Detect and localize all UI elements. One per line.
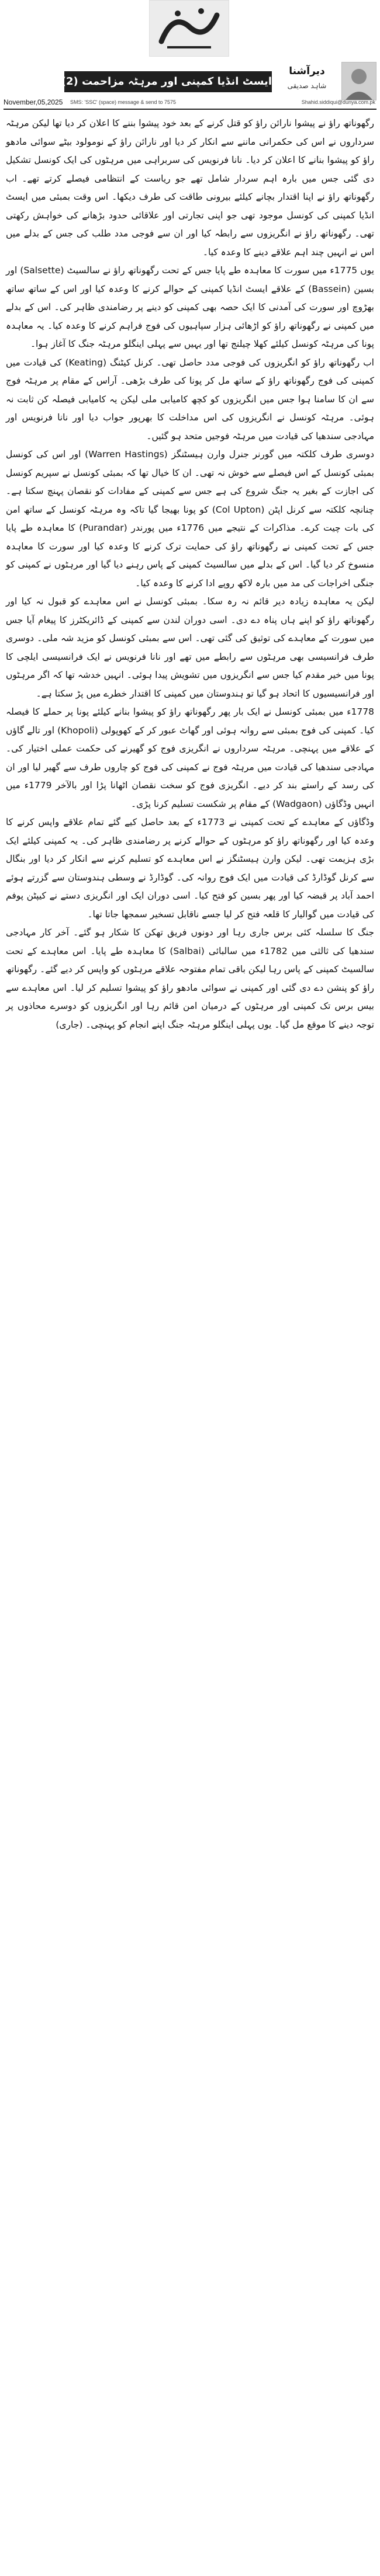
paragraph: وڈگاؤں کے معاہدے کے تحت کمپنی نے 1773ء کے بعد حاصل کیے گئے تمام علاقے واپس کرنے کا وعدہ کیا اور رگھوناتھ راؤ کو مرہٹوں کے حوالے کرنے پر رضامندی ظاہر کی۔ یہ کمپنی کیلئے ایک بڑی ہزیمت تھی۔ لیکن وارن ہیسٹنگز نے اس معاہدے کو تسلیم کرنے سے انکار کر دیا اور بنگال سے کرنل گوڈارڈ کی قیادت میں ایک فوج روانہ کی۔ گوڈارڈ نے وسطی ہندوستان سے گزرتے ہوئے احمد آباد پر قبضہ کیا اور پھر بسین کو فتح کیا۔ اسی دوران ایک اور انگریزی دستے نے کیپٹن پوفم کی قیادت میں گوالیار کا قلعہ فتح کر لیا جسے ناقابل تسخیر سمجھا جاتا تھا۔	[6, 817, 374, 920]
paragraph: رگھوناتھ راؤ نے پیشوا نارائن راؤ کو قتل کرنے کے بعد خود پیشوا بننے کا اعلان کر دیا تھا لیکن مرہٹہ سرداروں نے اس کی حکمرانی ماننے سے انکار کر دیا اور نارائن راؤ کے نومولود بیٹے سوائی مادھو راؤ کو پیشوا بنانے کا اعلان کر دیا۔ نانا فرنویس کی سربراہی میں مرہٹوں کی ایک کونسل تشکیل دی گئی جس میں بارہ اہم سردار شامل تھے جو ریاست کے انتظامی فیصلے کرتے تھے۔ اب رگھوناتھ راؤ نے اپنا اقتدار بچانے کیلئے بیرونی طاقت کی طرف دیکھا۔ اس وقت بمبئی میں ایسٹ انڈیا کمپنی کی کونسل موجود تھی جو اپنی تجارتی اور علاقائی حدود بڑھانے کی خواہش رکھتی تھی۔ رگھوناتھ راؤ نے انگریزوں سے رابطہ کیا اور ان سے فوجی مدد طلب کی جس کے بدلے میں اس نے انہیں چند اہم علاقے دینے کا وعدہ کیا۔	[6, 118, 374, 257]
publish-date: November,05,2025	[4, 98, 63, 106]
article-body	[6, 114, 374, 1034]
author-email: Shahid.siddiqui@dunya.com.pk	[301, 99, 375, 105]
column-title: دیرآشنا	[289, 65, 325, 77]
sms-note: SMS: 'SSC' (space) message & send to 7575	[70, 99, 177, 105]
newspaper-logo-icon	[150, 1, 229, 56]
author-photo	[341, 62, 376, 100]
paragraph: دوسری طرف کلکتہ میں گورنر جنرل وارن ہیسٹنگز (Warren Hastings) اور اس کی کونسل بمبئی کونسل کے اس فیصلے سے خوش نہ تھی۔ ان کا خیال تھا کہ بمبئی کونسل نے سپریم کونسل کی اجازت کے بغیر یہ جنگ شروع کی ہے جس سے کمپنی کے مفادات کو نقصان پہنچ سکتا ہے۔ چنانچہ کلکتہ سے کرنل اپٹن (Col Upton) کو پونا بھیجا گیا تاکہ وہ مرہٹہ کونسل کے ساتھ امن کی بات چیت کرے۔ مذاکرات کے نتیجے میں 1776ء میں پورندر (Purandar) کا معاہدہ طے پایا جس کے تحت کمپنی نے رگھوناتھ راؤ کی حمایت ترک کرنے کا وعدہ کیا اور سورت کا معاہدہ منسوخ کر دیا گیا۔ اس کے بدلے میں سالسیٹ کمپنی کے پاس رہنے دیا گیا اور مرہٹوں نے کمپنی کو جنگی اخراجات کی مد میں بارہ لاکھ روپے ادا کرنے کا وعدہ کیا۔	[6, 449, 375, 589]
paragraph: اب رگھوناتھ راؤ کو انگریزوں کی فوجی مدد حاصل تھی۔ کرنل کیٹنگ (Keating) کی قیادت میں کمپنی کی فوج رگھوناتھ راؤ کے ساتھ مل کر پونا کی طرف بڑھی۔ آراس کے مقام پر مرہٹہ فوج سے ان کا سامنا ہوا جس میں انگریزوں کو کچھ کامیابی ملی لیکن یہ کامیابی فیصلہ کن ثابت نہ ہوئی۔ مرہٹہ کونسل نے انگریزوں کی اس مداخلت کا بھرپور جواب دیا اور نانا فرنویس اور مہادجی سندھیا کی قیادت میں مرہٹہ فوجیں متحد ہو گئیں۔	[6, 357, 374, 441]
headline: ایسٹ انڈیا کمپنی اور مرہٹہ مزاحمت (2)	[61, 75, 272, 88]
newspaper-logo	[149, 0, 229, 57]
masthead	[0, 0, 380, 58]
paragraph: جنگ کا سلسلہ کئی برس جاری رہا اور دونوں فریق تھکن کا شکار ہو گئے۔ آخر کار مہادجی سندھیا کی ثالثی میں 1782ء میں سالبائی (Salbai) کا معاہدہ طے پایا۔ اس معاہدے کے تحت سالسیٹ کمپنی کے پاس رہا لیکن باقی تمام مفتوحہ علاقے مرہٹوں کو واپس کر دیے گئے۔ رگھوناتھ راؤ کو پنشن دے دی گئی اور کمپنی نے سوائی مادھو راؤ کو پیشوا تسلیم کر لیا۔ اس معاہدے سے بیس برس تک کمپنی اور مرہٹوں کے درمیان امن قائم رہا اور انگریزوں کو دوسرے محاذوں پر توجہ دینے کا موقع مل گیا۔ یوں پہلی اینگلو مرہٹہ جنگ اپنے انجام کو پہنچی۔ (جاری)	[6, 927, 375, 1030]
header-divider	[4, 109, 376, 110]
paragraph: لیکن یہ معاہدہ زیادہ دیر قائم نہ رہ سکا۔ بمبئی کونسل نے اس معاہدے کو قبول نہ کیا اور رگھوناتھ راؤ کو اپنے ہاں پناہ دے دی۔ اسی دوران لندن سے کمپنی کے ڈائریکٹرز کا پیغام آیا جس میں سورت کے معاہدے کی توثیق کی گئی تھی۔ اس سے بمبئی کونسل کو مزید شہ ملی۔ دوسری طرف فرانسیسی بھی مرہٹوں سے رابطے میں تھے اور نانا فرنویس نے ایک فرانسیسی ایلچی کا پونا میں خیر مقدم کیا جس سے انگریزوں میں تشویش پیدا ہوئی۔ انہیں خدشہ تھا کہ اگر مرہٹوں اور فرانسیسیوں کا اتحاد ہو گیا تو ہندوستان میں کمپنی کا اقتدار خطرے میں پڑ سکتا ہے۔	[6, 596, 374, 699]
author-name: شاہد صدیقی	[287, 82, 327, 90]
paragraph: یوں 1775ء میں سورت کا معاہدہ طے پایا جس کے تحت رگھوناتھ راؤ نے سالسیٹ (Salsette) اور بسین (Bassein) کے علاقے ایسٹ انڈیا کمپنی کے حوالے کرنے کا وعدہ کیا اور اس کے ساتھ ساتھ بھڑوچ اور سورت کی آمدنی کا ایک حصہ بھی کمپنی کو دینے پر رضامندی ظاہر کی۔ اس کے بدلے میں کمپنی نے رگھوناتھ راؤ کو اڑھائی ہزار سپاہیوں کی فوج فراہم کرنے کا وعدہ کیا۔ یہ معاہدہ پونا کی مرہٹہ کونسل کیلئے کھلا چیلنج تھا اور یہیں سے پہلی اینگلو مرہٹہ جنگ کا آغاز ہوا۔	[6, 265, 374, 349]
paragraph: 1778ء میں بمبئی کونسل نے ایک بار پھر رگھوناتھ راؤ کو پیشوا بنانے کیلئے پونا پر حملے کا فیصلہ کیا۔ کمپنی کی فوج بمبئی سے روانہ ہوئی اور گھاٹ عبور کر کے کھوپولی (Khopoli) اور تالے گاؤں کے علاقے میں پہنچی۔ مرہٹہ سرداروں نے انگریزی فوج کو گھیرنے کی حکمت عملی اختیار کی۔ مہادجی سندھیا کی قیادت میں مرہٹہ فوج نے کمپنی کی فوج کو چاروں طرف سے گھیر لیا اور ان کی رسد کے راستے بند کر دیے۔ انگریزی فوج کو سخت نقصان اٹھانا پڑا اور بالآخر 1779ء میں انہیں وڈگاؤں (Wadgaon) کے مقام پر شکست تسلیم کرنا پڑی۔	[6, 706, 374, 809]
